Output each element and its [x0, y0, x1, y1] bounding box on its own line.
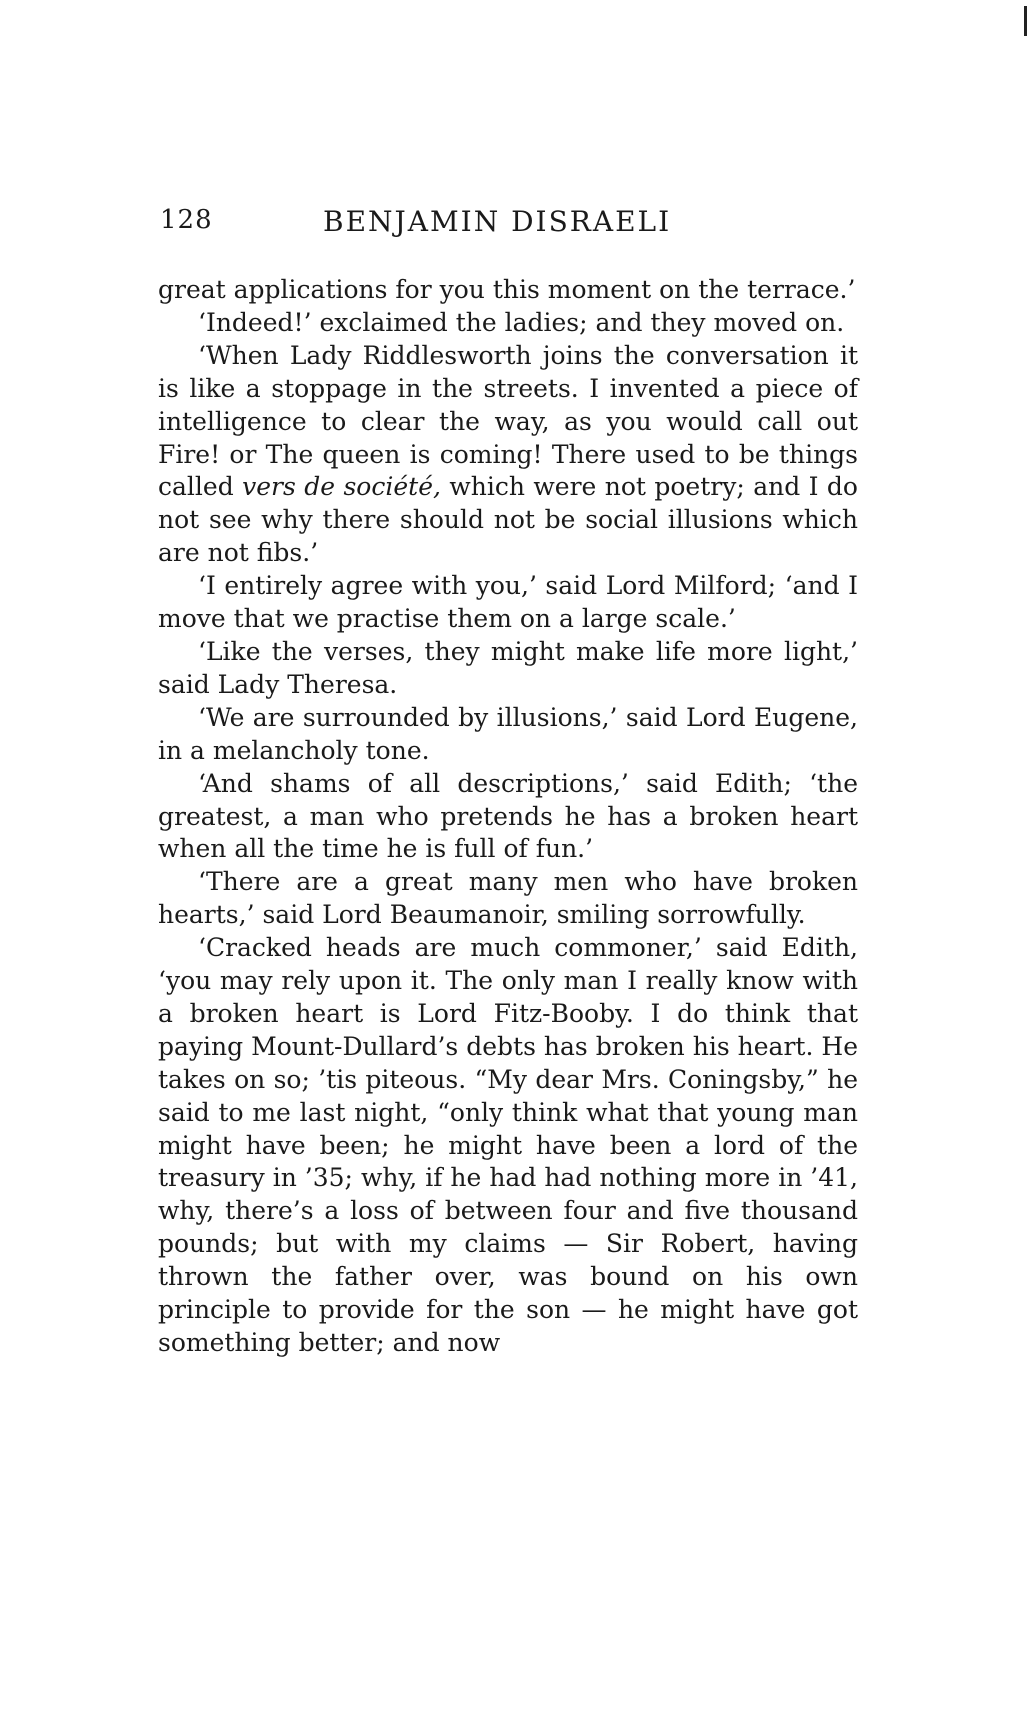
paragraph: ‘We are surrounded by illusions,’ said Lord Eugene, in a melancholy tone.	[158, 702, 858, 765]
paragraph: ‘There are a great many men who have broken hearts,’ said Lord Beaumanoir, smiling sorrowfully.	[158, 867, 858, 930]
paragraph: great applications for you this moment on the terrace.’	[158, 275, 856, 304]
scan-mark	[1024, 6, 1027, 36]
page-header	[160, 205, 860, 245]
paragraph: ‘I entirely agree with you,’ said Lord Milford; ‘and I move that we practise them on a large scale.’	[158, 571, 858, 634]
page-number: 128	[160, 205, 213, 235]
body-text	[158, 274, 858, 1360]
paragraph	[158, 340, 858, 570]
running-title: BENJAMIN DISRAELI	[323, 205, 672, 238]
paragraph: ‘And shams of all descriptions,’ said Edith; ‘the greatest, a man who pretends he has a broken heart when all the time he is full of fun.’	[158, 768, 858, 864]
paragraph: ‘Indeed!’ exclaimed the ladies; and they moved on.	[198, 307, 845, 337]
italic-phrase: vers de société,	[242, 472, 441, 502]
paragraph-text: ‘When Lady Riddlesworth joins the conversation it is like a stoppage in the streets. I invented a piece of intelligence to clear the way, as you would call out Fire! or The queen is coming! There used to be things called	[158, 340, 858, 502]
paragraph: ‘Cracked heads are much commoner,’ said Edith, ‘you may rely upon it. The only man I really know with a broken heart is Lord Fitz-Booby. I do think that paying Mount-Dullard’s debts has broken his heart. He takes on so; ’tis piteous. “My dear Mrs. Coningsby,” he said to me last night, “only think what that young man might have been; he might have been a lord of the treasury in ’35; why, if he had had nothing more in ’41, why, there’s a loss of between four and five thousand pounds; but with my claims — Sir Robert, having thrown the father over, was bound on his own principle to provide for the son — he might have got something better; and now	[158, 933, 858, 1357]
paragraph: ‘Like the verses, they might make life more light,’ said Lady Theresa.	[158, 636, 858, 699]
paragraph-text: which were not poetry; and I do not see why there should not be social illusions which are not fibs.’	[158, 472, 858, 568]
